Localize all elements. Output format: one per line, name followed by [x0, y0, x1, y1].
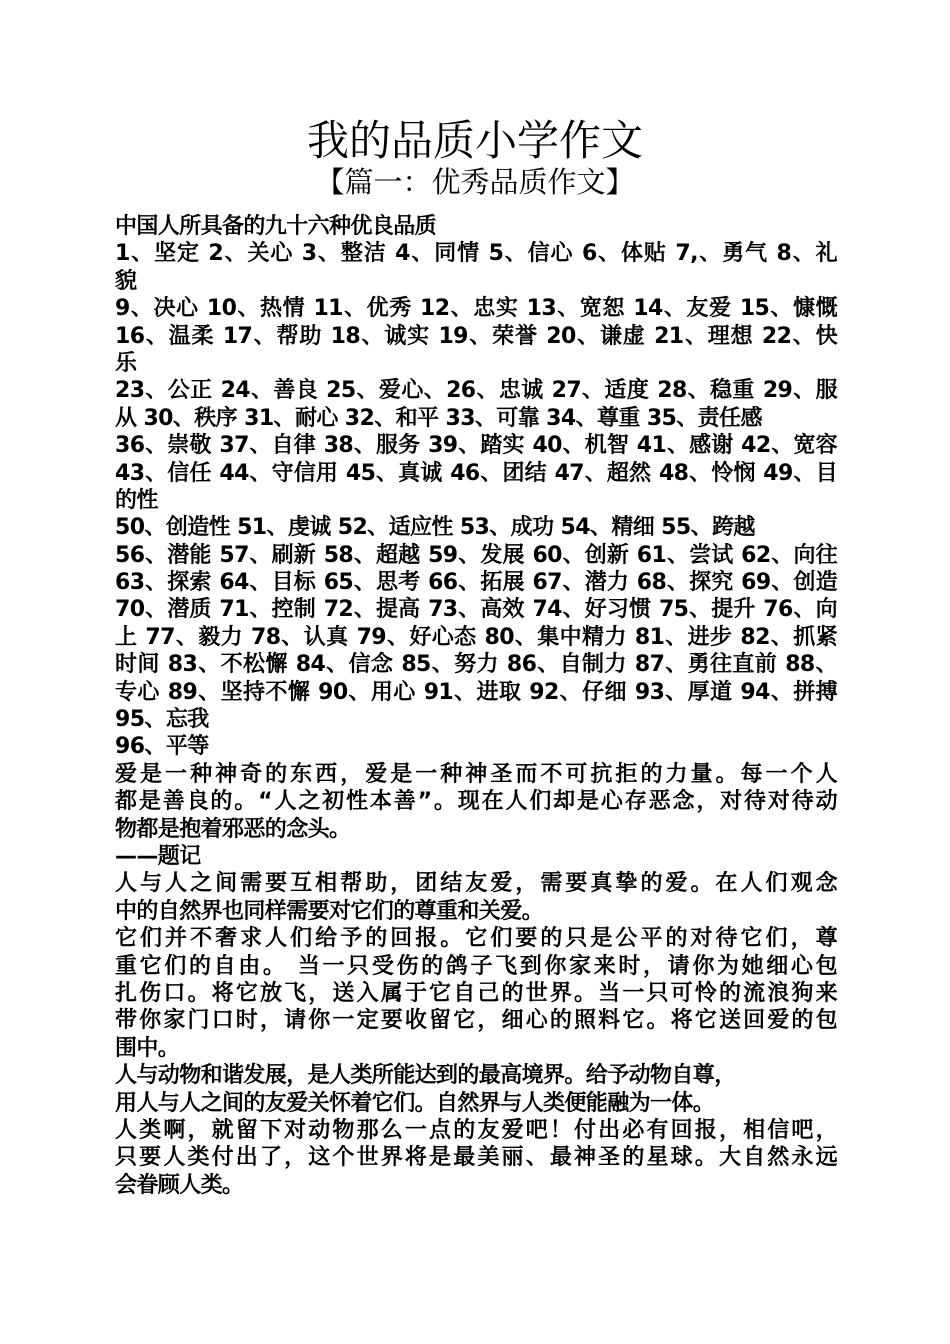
text-line: 物都是抱着邪恶的念头。	[115, 816, 351, 842]
text-line: 爱是一种神奇的东西，爱是一种神圣而不可抗拒的力量。每一个人	[115, 761, 837, 787]
text-line: 的性	[115, 487, 158, 513]
text-line: 1、坚定 2、关心 3、整洁 4、同情 5、信心 6、体贴 7,、勇气 8、礼	[115, 241, 837, 267]
text-line: 它们并不奢求人们给予的回报。它们要的只是公平的对待它们，尊	[115, 926, 837, 952]
text-line: 专心 89、坚持不懈 90、用心 91、进取 92、仔细 93、厚道 94、拼搏	[115, 679, 837, 705]
text-line: 乐	[115, 350, 137, 376]
text-line: 23、公正 24、善良 25、爱心、26、忠诚 27、适度 28、稳重 29、服	[115, 378, 837, 404]
text-line: 带你家门口时，请你一定要收留它，细心的照料它。将它送回爱的包	[115, 1008, 837, 1034]
text-line: 用人与人之间的友爱关怀着它们。自然界与人类便能融为一体。	[115, 1090, 715, 1116]
text-line: 时间 83、不松懈 84、信念 85、努力 86、自制力 87、勇往直前 88、	[115, 652, 837, 678]
text-line: 人与人之间需要互相帮助，团结友爱，需要真挚的爱。在人们观念	[115, 871, 837, 897]
text-line: 63、探索 64、目标 65、思考 66、拓展 67、潜力 68、探究 69、创造	[115, 570, 837, 596]
text-line: 95、忘我	[115, 707, 209, 733]
text-line: 人类啊，就留下对动物那么一点的友爱吧！付出必有回报，相信吧，	[115, 1117, 837, 1143]
text-line: 人与动物和谐发展，是人类所能达到的最高境界。给予动物自尊，	[115, 1063, 736, 1089]
text-line: 56、潜能 57、刷新 58、超越 59、发展 60、创新 61、尝试 62、向往	[115, 542, 837, 568]
document-subtitle: 【篇一：优秀品质作文】	[315, 165, 635, 199]
text-line: 50、创造性 51、虔诚 52、适应性 53、成功 54、精细 55、跨越	[115, 515, 755, 541]
text-line: 貌	[115, 268, 137, 294]
text-line: 从 30、秩序 31、耐心 32、和平 33、可靠 34、尊重 35、责任感	[115, 405, 762, 431]
text-line: 上 77、毅力 78、认真 79、好心态 80、集中精力 81、进步 82、抓紧	[115, 624, 837, 650]
text-line: 扎伤口。将它放飞，送入属于它自己的世界。当一只可怜的流浪狗来	[115, 980, 837, 1006]
text-line: 只要人类付出了，这个世界将是最美丽、最神圣的星球。大自然永远	[115, 1145, 837, 1171]
text-line: ——题记	[115, 843, 201, 869]
text-line: 重它们的自由。 当一只受伤的鸽子飞到你家来时，请你为她细心包	[115, 953, 837, 979]
text-line: 中国人所具备的九十六种优良品质	[115, 214, 437, 239]
document-body	[115, 213, 837, 1199]
text-line: 36、崇敬 37、自律 38、服务 39、踏实 40、机智 41、感谢 42、宽容	[115, 433, 837, 459]
text-line: 9、决心 10、热情 11、优秀 12、忠实 13、宽恕 14、友爱 15、慷慨	[115, 296, 837, 322]
text-line: 都是善良的。“人之初性本善”。现在人们却是心存恶念，对待对待动	[115, 789, 837, 815]
text-line: 70、潜质 71、控制 72、提高 73、高效 74、好习惯 75、提升 76、向	[115, 597, 837, 623]
text-line: 会眷顾人类。	[115, 1172, 244, 1198]
text-line: 96、平等	[115, 734, 209, 760]
text-line: 43、信任 44、守信用 45、真诚 46、团结 47、超然 48、怜悯 49、目	[115, 460, 837, 486]
text-line: 16、温柔 17、帮助 18、诚实 19、荣誉 20、谦虚 21、理想 22、快	[115, 323, 837, 349]
text-line: 中的自然界也同样需要对它们的尊重和关爱。	[115, 898, 544, 924]
text-line: 围中。	[115, 1035, 180, 1061]
document-title: 我的品质小学作文	[306, 116, 643, 165]
